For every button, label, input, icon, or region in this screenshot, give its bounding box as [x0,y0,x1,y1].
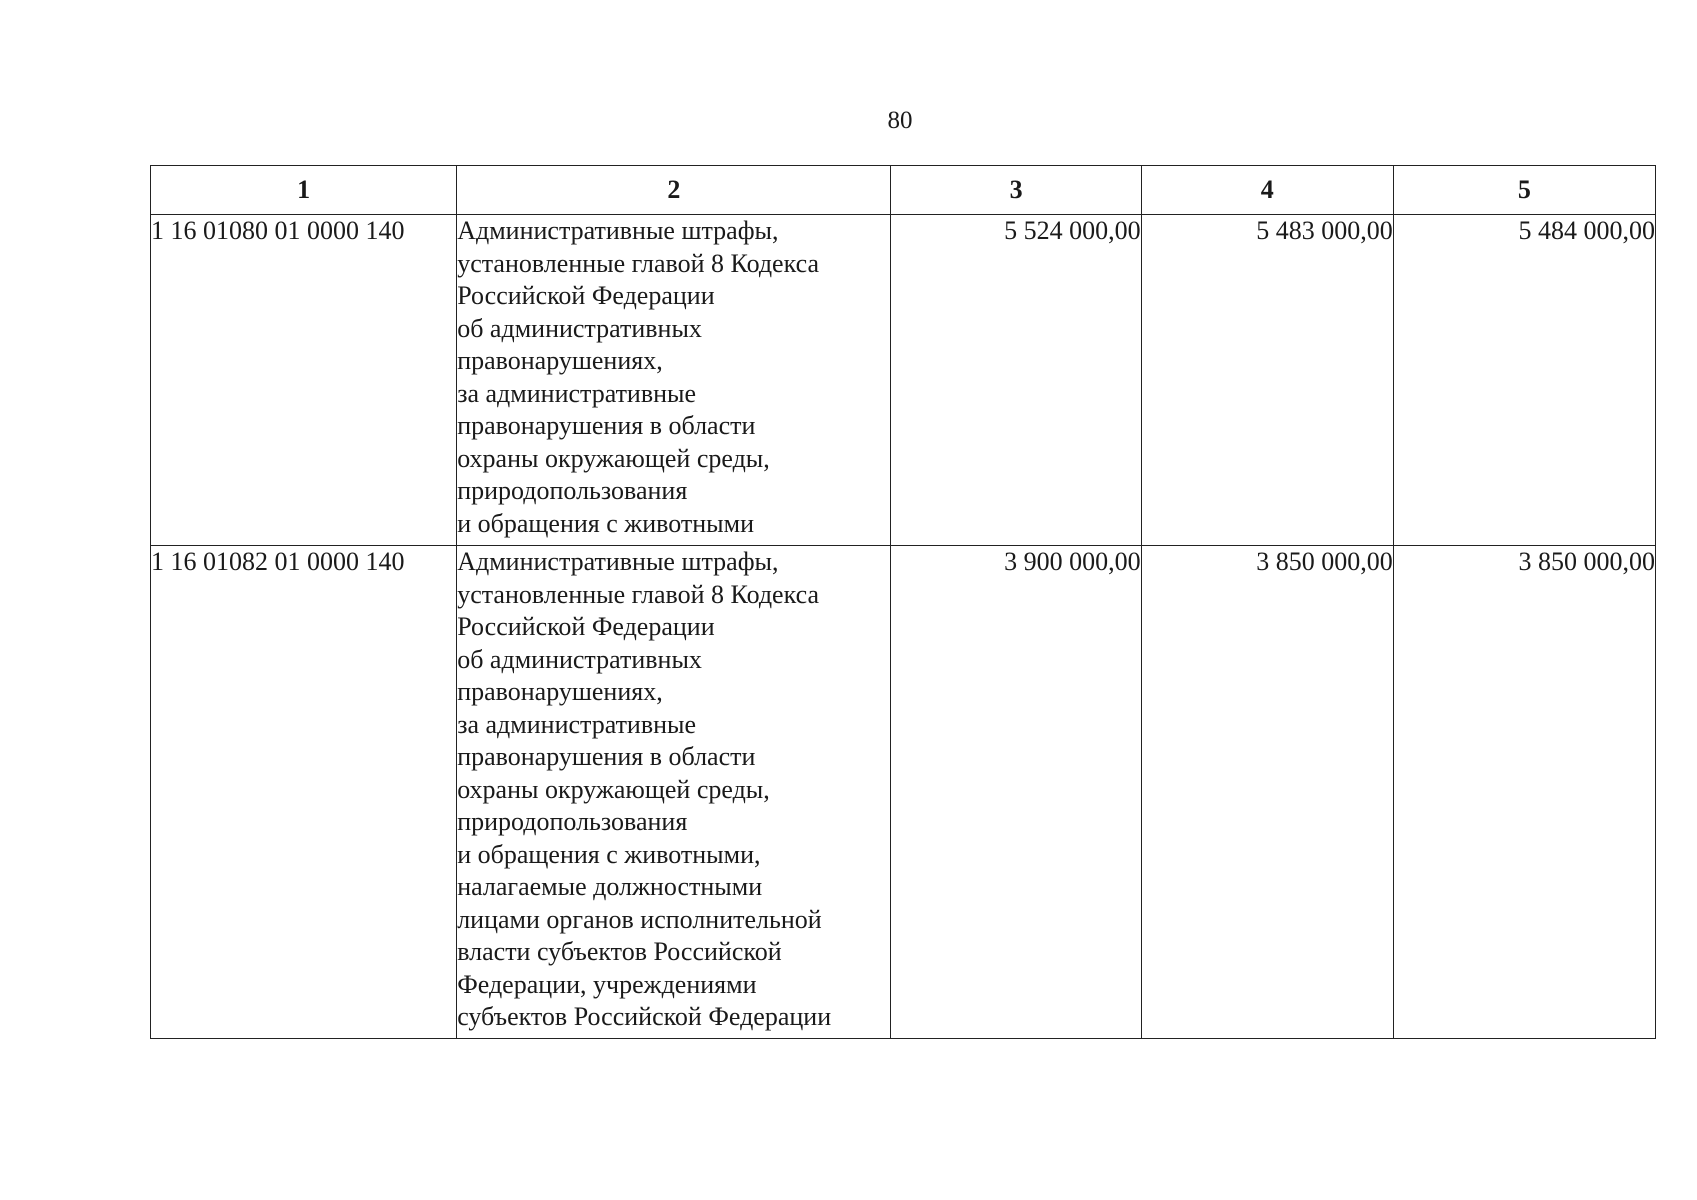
budget-table [150,165,1656,1039]
name-line: за административные [457,378,697,408]
name-line: природопользования [457,476,688,505]
name-line: правонарушения в области [457,411,756,440]
page-number: 80 [887,107,913,134]
column-header-1: 1 [151,166,457,215]
name-line: Административные штрафы, [457,547,779,576]
row-value-col3: 3 900 000,00 [891,546,1141,1039]
row-value-col5: 3 850 000,00 [1393,546,1655,1039]
name-line: Федерации, учреждениями [457,969,757,999]
name-line: и обращения с животными [457,508,755,538]
name-line: лицами органов исполнительной [457,904,822,934]
name-line: об административных [457,313,702,343]
name-line: правонарушениях, [457,677,663,706]
name-line: установленные главой 8 Кодекса [457,579,819,609]
name-line: за административные [457,709,697,739]
table-row [151,546,1656,1039]
row-value-col4: 3 850 000,00 [1141,546,1393,1039]
name-line: об административных [457,644,702,674]
name-line: охраны окружающей среды, [457,443,770,473]
name-line: Российской Федерации [457,281,715,310]
table-row [151,215,1656,546]
name-line: правонарушениях, [457,346,663,375]
row-name-cell [457,215,891,546]
name-line: правонарушения в области [457,742,756,771]
name-line: охраны окружающей среды, [457,774,770,804]
name-line: установленные главой 8 Кодекса [457,248,819,278]
name-line: и обращения с животными, [457,839,761,869]
column-header-4: 4 [1141,166,1393,215]
name-line: налагаемые должностными [457,872,763,901]
column-header-2: 2 [457,166,891,215]
name-line: Административные штрафы, [457,216,779,245]
name-line: природопользования [457,807,688,836]
table-header-row [151,166,1656,215]
name-line: субъектов Российской Федерации [457,1002,832,1031]
row-value-col5: 5 484 000,00 [1393,215,1655,546]
row-name-cell [457,546,891,1039]
name-line: власти субъектов Российской [457,937,782,966]
column-header-5: 5 [1393,166,1655,215]
name-line: Российской Федерации [457,612,715,641]
row-code-cell: 1 16 01080 01 0000 140 [151,215,457,546]
row-value-col4: 5 483 000,00 [1141,215,1393,546]
row-code-cell: 1 16 01082 01 0000 140 [151,546,457,1039]
row-value-col3: 5 524 000,00 [891,215,1141,546]
column-header-3: 3 [891,166,1141,215]
